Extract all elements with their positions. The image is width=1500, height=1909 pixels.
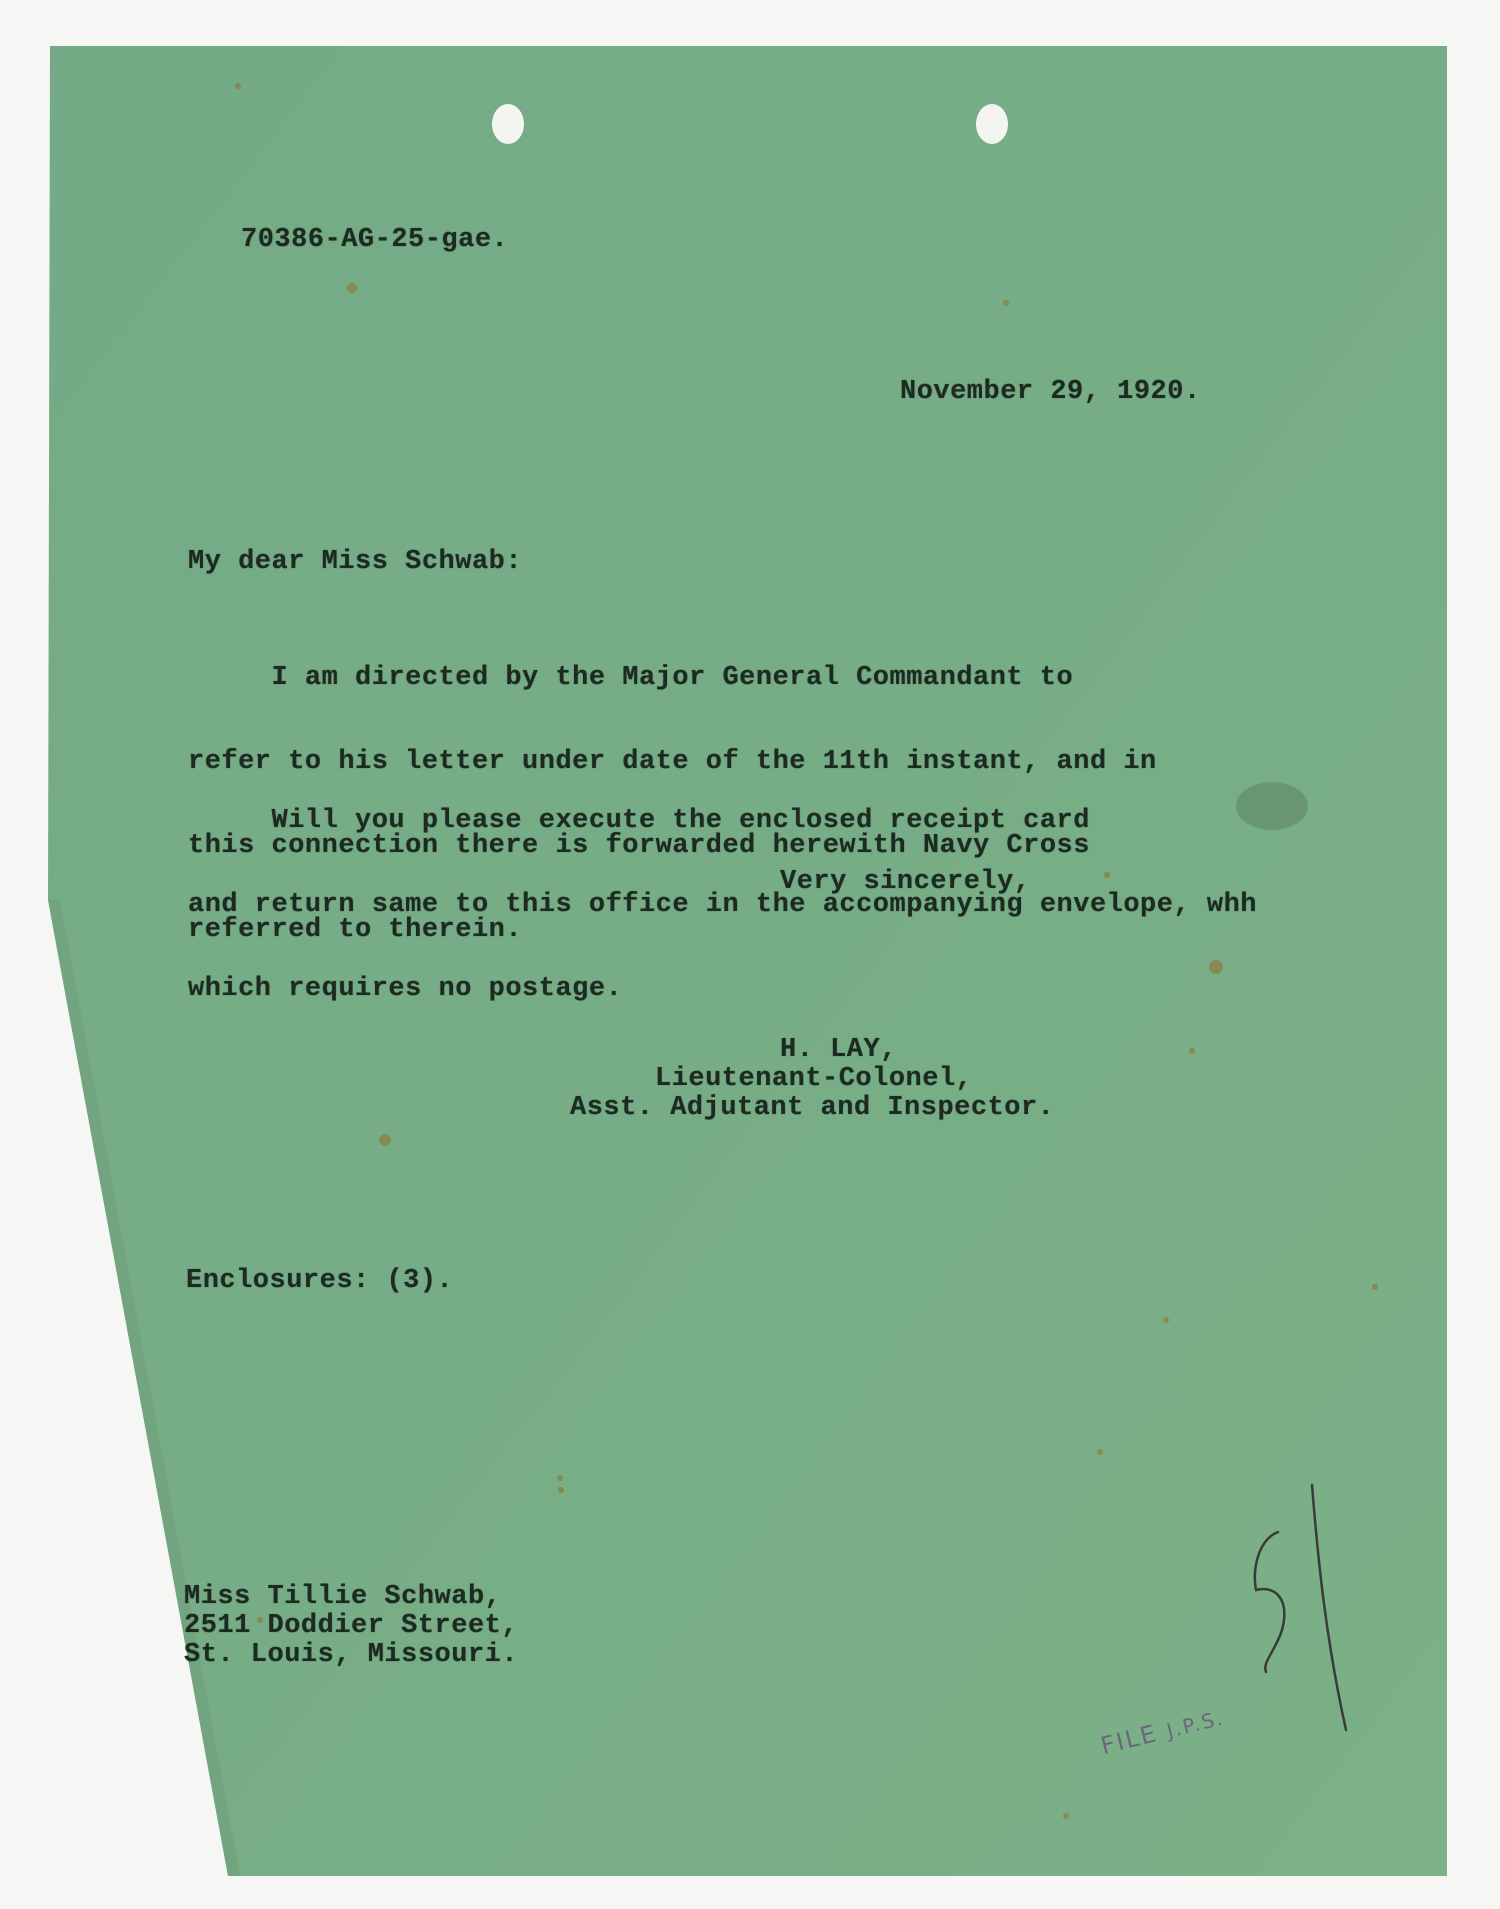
paragraph-line: this connection there is forwarded herewith Navy Cross <box>188 831 1090 861</box>
paragraph-line: and return same to this office in the accompanying envelope, whh <box>188 890 1257 920</box>
punch-hole <box>976 104 1008 144</box>
closing: Very sincerely, <box>780 867 1031 897</box>
punch-hole <box>492 104 524 144</box>
paragraph-2 <box>188 751 1257 1059</box>
address-street: 2511 Doddier Street, <box>184 1611 519 1641</box>
paragraph-line: which requires no postage. <box>188 974 623 1004</box>
paragraph-line: Will you please execute the enclosed receipt card <box>188 806 1090 836</box>
salutation: My dear Miss Schwab: <box>188 547 523 577</box>
file-reference: 70386-AG-25-gae. <box>241 225 509 255</box>
signature-name: H. LAY, <box>780 1035 897 1065</box>
address-name: Miss Tillie Schwab, <box>184 1582 502 1612</box>
signature-title: Asst. Adjutant and Inspector. <box>570 1093 1055 1123</box>
enclosures: Enclosures: (3). <box>186 1266 454 1296</box>
paragraph-line: refer to his letter under date of the 11th instant, and in <box>188 747 1157 777</box>
paragraph-line: I am directed by the Major General Commandant to <box>188 663 1074 693</box>
address-city: St. Louis, Missouri. <box>184 1640 519 1670</box>
stamp-initials: J.P.S. <box>1164 1705 1227 1743</box>
letter-date: November 29, 1920. <box>900 377 1201 407</box>
stamp-file-word: FILE <box>1098 1719 1161 1761</box>
paragraph-line: referred to therein. <box>188 915 523 945</box>
signature-rank: Lieutenant-Colonel, <box>655 1064 973 1094</box>
